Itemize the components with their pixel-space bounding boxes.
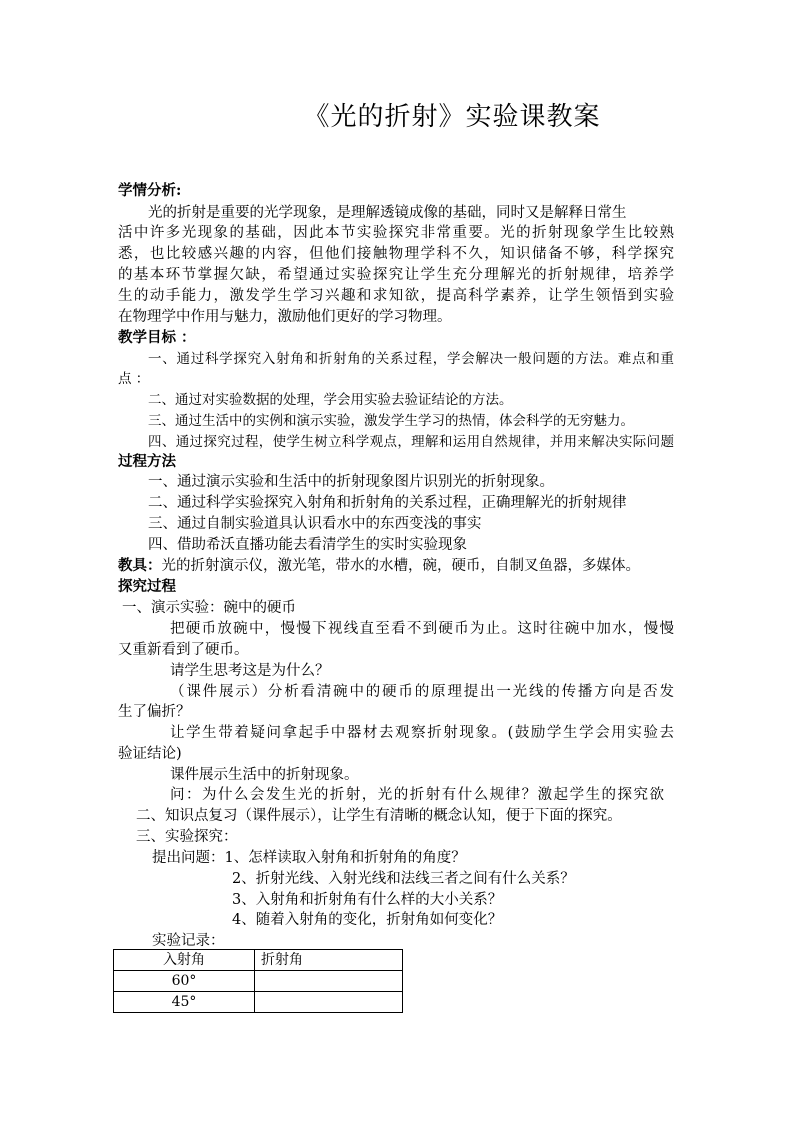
- process-line: 问：为什么会发生光的折射，光的折射有什么规律？激起学生的探究欲: [170, 787, 664, 803]
- paragraph-line: 活中许多光现象的基础，因此本节实验探究非常重要。光的折射现象学生比较熟: [118, 225, 674, 241]
- goal-item: 二、通过对实验数据的处理，学会用实验去验证结论的方法。: [148, 392, 513, 408]
- question-line: 提出问题：1、怎样读取入射角和折射角的角度？: [152, 850, 466, 866]
- record-label: 实验记录：: [152, 933, 225, 949]
- equipment-label: 教具: [118, 557, 147, 574]
- paragraph-line: 在物理学中作用与魅力，激励他们更好的学习物理。: [118, 309, 452, 325]
- equipment-line: 教具：光的折射演示仪，激光笔，带水的水槽，碗，硬币，自制叉鱼器，多媒体。: [118, 557, 640, 574]
- document-title: 《光的折射》实验课教案: [303, 102, 601, 132]
- paragraph-line: 光的折射是重要的光学现象，是理解透镜成像的基础，同时又是解释日常生: [148, 205, 627, 221]
- question-line: 2、折射光线、入射光线和法线三者之间有什么关系？: [232, 871, 575, 887]
- method-item: 四、借助希沃直播功能去看清学生的实时实验现象: [148, 537, 467, 553]
- method-item: 一、通过演示实验和生活中的折射现象图片识别光的折射现象。: [148, 474, 554, 490]
- table-row: [114, 992, 403, 1013]
- table-header-cell: 入射角: [114, 950, 255, 971]
- method-item: 二、通过科学实验探究入射角和折射角的关系过程，正确理解光的折射规律: [148, 495, 627, 511]
- section-heading-xueqing: 学情分析:: [118, 182, 182, 199]
- table-cell: 60°: [114, 971, 255, 992]
- table-cell: 45°: [114, 992, 255, 1013]
- goal-item: 点 ：: [118, 371, 150, 387]
- table-header-row: [114, 950, 403, 971]
- method-item: 三、通过自制实验道具认识看水中的东西变浅的事实: [148, 516, 482, 532]
- process-line: 让学生带着疑问拿起手中器材去观察折射现象。(鼓励学生学会用实验去: [170, 725, 674, 741]
- table-header-cell: 折射角: [255, 950, 403, 971]
- table-cell: [255, 992, 403, 1013]
- table-row: [114, 971, 403, 992]
- process-line: 三、实验探究：: [136, 829, 238, 845]
- question-line: 4、随着入射角的变化，折射角如何变化？: [232, 912, 503, 928]
- section-heading-mubiao: 教学目标 ：: [118, 329, 196, 346]
- section-heading-tanjiu: 探究过程: [118, 578, 176, 595]
- process-line: 验证结论): [118, 746, 182, 762]
- process-line: 生了偏折？: [118, 704, 191, 720]
- process-line: 把硬币放碗中，慢慢下视线直至看不到硬币为止。这时往碗中加水，慢慢: [170, 621, 674, 637]
- goal-item: 三、通过生活中的实例和演示实验，激发学生学习的热情，体会科学的无穷魅力。: [148, 413, 634, 429]
- paragraph-line: 生的动手能力，激发学生学习兴趣和求知欲，提高科学素养，让学生领悟到实验: [118, 288, 674, 304]
- process-line: （课件展示）分析看清碗中的硬币的原理提出一光线的传播方向是否发: [170, 684, 674, 700]
- equipment-text: 光的折射演示仪，激光笔，带水的水槽，碗，硬币，自制叉鱼器，多媒体。: [161, 558, 640, 574]
- paragraph-line: 的基本环节掌握欠缺，希望通过实验探究让学生充分理解光的折射规律，培养学: [118, 267, 674, 283]
- process-line: 课件展示生活中的折射现象。: [170, 767, 359, 783]
- goal-item: 一、通过科学探究入射角和折射角的关系过程，学会解决一般问题的方法。难点和重: [148, 351, 674, 367]
- process-line: 二、知识点复习（课件展示），让学生有清晰的概念认知，便于下面的探究。: [136, 808, 622, 824]
- process-line: 一、演示实验：碗中的硬币: [122, 600, 296, 616]
- paragraph-line: 悉，也比较感兴趣的内容，但他们接触物理学科不久，知识储备不够，科学探究: [118, 246, 674, 262]
- table-cell: [255, 971, 403, 992]
- goal-item: 四、通过探究过程，使学生树立科学观点，理解和运用自然规律，并用来解决实际问题: [148, 434, 674, 450]
- section-heading-fangfa: 过程方法: [118, 453, 176, 470]
- question-line: 3、入射角和折射角有什么样的大小关系？: [232, 892, 503, 908]
- process-line: 又重新看到了硬币。: [118, 642, 249, 658]
- record-table: [113, 949, 403, 1013]
- process-line: 请学生思考这是为什么？: [170, 663, 330, 679]
